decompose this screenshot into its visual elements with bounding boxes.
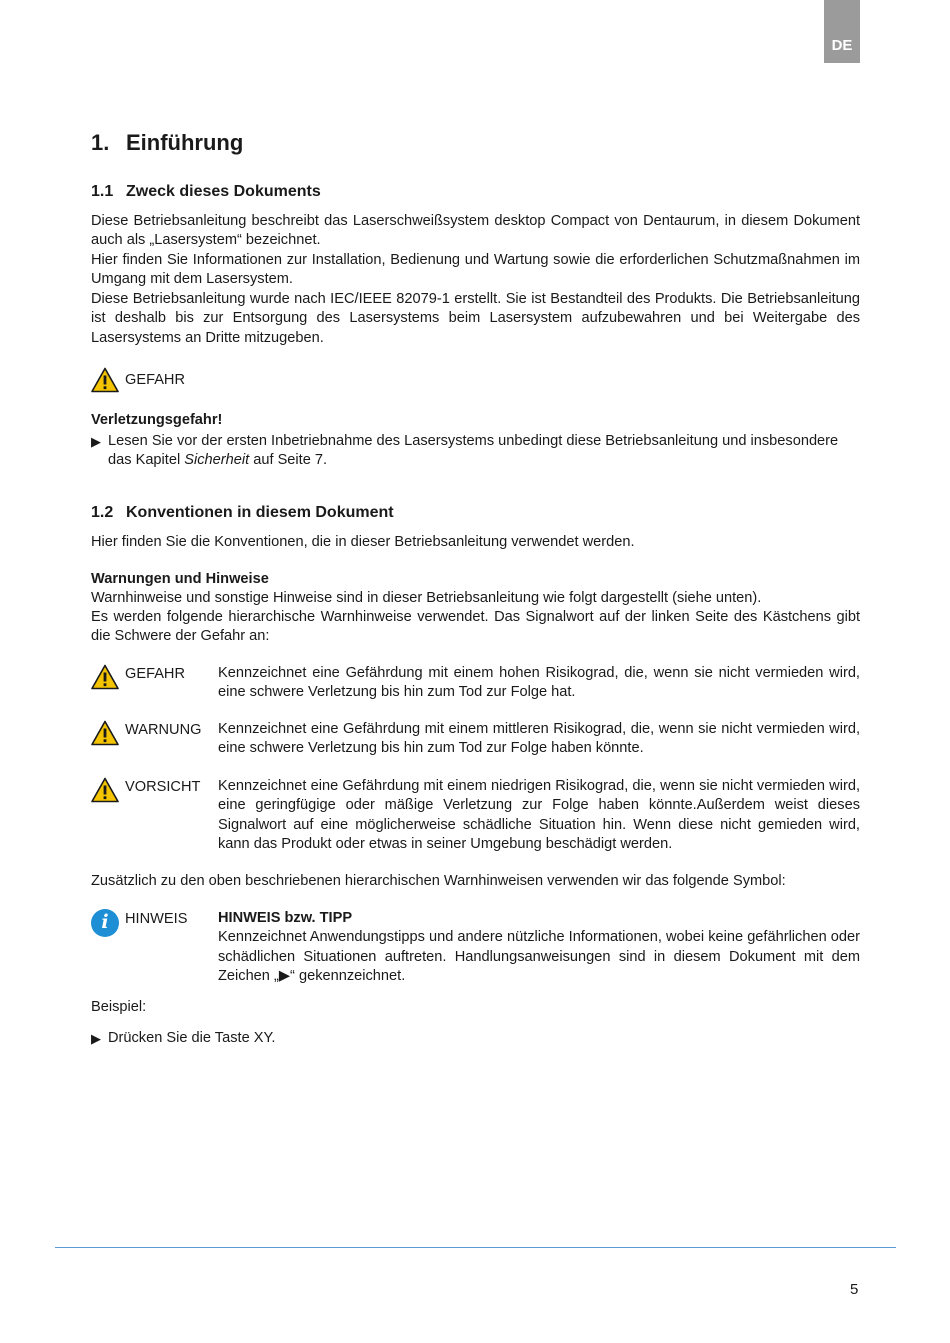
section-number: 1.2 <box>91 504 114 521</box>
language-label: DE <box>831 37 853 54</box>
purpose-paragraph-2: Hier finden Sie Informationen zur Installation, Bedienung und Wartung sowie die erforderlichen Schutzmaßnahmen im Umgang mit dem Lasersystem. <box>91 252 860 288</box>
additional-symbol-paragraph: Zusätzlich zu den oben beschriebenen hierarchischen Warnhinweisen verwenden wir das folgende Symbol: <box>91 873 786 889</box>
warning-instruction <box>91 432 860 471</box>
warning-level-label <box>91 664 185 690</box>
warning-level-row <box>91 664 860 703</box>
section-title: Zweck dieses Dokuments <box>126 183 321 200</box>
hint-row <box>91 909 860 987</box>
chapter-number: 1. <box>91 130 110 155</box>
purpose-paragraph-1: Diese Betriebsanleitung beschreibt das Laserschweißsystem desktop Compact von Dentaurum, in diesem Dokument auch als „Lasersystem“ bezeichnet. <box>91 213 860 249</box>
warning-heading: Verletzungsgefahr! <box>91 412 223 428</box>
hint-title: HINWEIS bzw. TIPP <box>218 910 353 926</box>
safety-chapter-reference: Sicherheit <box>184 452 250 469</box>
info-icon: i <box>91 909 119 937</box>
warning-triangle-icon <box>91 367 119 393</box>
footer-divider <box>55 1247 896 1248</box>
warning-triangle-icon <box>91 664 119 690</box>
purpose-paragraph-3: Diese Betriebsanleitung wurde nach IEC/IEEE 82079-1 erstellt. Sie ist Bestandteil des Produkts. Die Betriebsanleitung ist deshalb bis zur Entsorgung des Lasersystems beim Lasersystem aufzubewahren und bei Weitergabe des Lasersystems an Dritte mitzugeben. <box>91 291 860 346</box>
warning-level-label <box>91 720 201 746</box>
signal-word: VORSICHT <box>125 779 201 795</box>
warning-level-description: Kennzeichnet eine Gefährdung mit einem mittleren Risikograd, die, wenn sie nicht vermieden wird, eine schwere Verletzung bis hin zum Tod zur Folge haben könnte. <box>218 721 860 757</box>
chapter-heading <box>91 130 243 156</box>
section-heading-1-1 <box>91 183 321 201</box>
hint-label <box>91 909 187 937</box>
play-arrow-icon: ▶ <box>91 1031 101 1046</box>
warning-text-end: auf Seite 7. <box>249 452 328 469</box>
example-step <box>91 1029 860 1048</box>
danger-warning-header <box>91 367 185 393</box>
warning-level-description: Kennzeichnet eine Gefährdung mit einem hohen Risikograd, die, wenn sie nicht vermieden wird, eine schwere Verletzung bis hin zum Tod zur Folge hat. <box>218 665 860 701</box>
warning-level-row <box>91 720 860 759</box>
warning-level-row <box>91 777 860 855</box>
warning-level-label <box>91 777 200 803</box>
warning-text-start: Lesen Sie vor der ersten Inbetriebnahme des Lasersystems unbedingt diese Betriebsanleitung und insbesondere das Kapitel <box>108 433 839 469</box>
language-tab <box>824 0 860 63</box>
conventions-intro: Hier finden Sie die Konventionen, die in dieser Betriebsanleitung verwendet werden. <box>91 534 635 550</box>
warning-signal-word: GEFAHR <box>125 372 186 388</box>
example-label: Beispiel: <box>91 999 147 1015</box>
signal-word: WARNUNG <box>125 722 202 738</box>
chapter-title: Einführung <box>126 130 244 155</box>
signal-word: GEFAHR <box>125 666 186 682</box>
hint-signal-word: HINWEIS <box>125 911 188 927</box>
warning-level-description: Kennzeichnet eine Gefährdung mit einem niedrigen Risikograd, die, wenn sie nicht vermieden wird, eine geringfügige oder mäßige Verletzung zur Folge haben könnte.Außerdem weist dieses Signalwort auf eine möglicherweise schädliche Situation hin. Wenn diese nicht gemieden wird, kann das Produkt oder etwas in seiner Umgebung beschädigt werden. <box>218 778 860 853</box>
warning-triangle-icon <box>91 777 119 803</box>
warnings-subheading: Warnungen und Hinweise <box>91 571 269 587</box>
section-number: 1.1 <box>91 183 114 200</box>
warnings-paragraph-1: Warnhinweise und sonstige Hinweise sind in dieser Betriebsanleitung wie folgt dargestellt (siehe unten). <box>91 590 762 606</box>
page-number: 5 <box>850 1281 859 1298</box>
warnings-paragraph-2: Es werden folgende hierarchische Warnhinweise verwendet. Das Signalwort auf der linken Seite des Kästchens gibt die Schwere der Gefahr an: <box>91 609 860 645</box>
section-title: Konventionen in diesem Dokument <box>126 504 394 521</box>
example-step-text: Drücken Sie die Taste XY. <box>108 1030 276 1046</box>
play-arrow-icon: ▶ <box>91 434 101 449</box>
warning-triangle-icon <box>91 720 119 746</box>
hint-description: Kennzeichnet Anwendungstipps und andere nützliche Informationen, wobei keine gefährlichen oder schädlichen Situationen auftreten. Handlungsanweisungen sind in diesem Dokument mit dem Zeichen „▶“ gekennzeichnet. <box>218 929 860 985</box>
section-heading-1-2 <box>91 504 394 522</box>
